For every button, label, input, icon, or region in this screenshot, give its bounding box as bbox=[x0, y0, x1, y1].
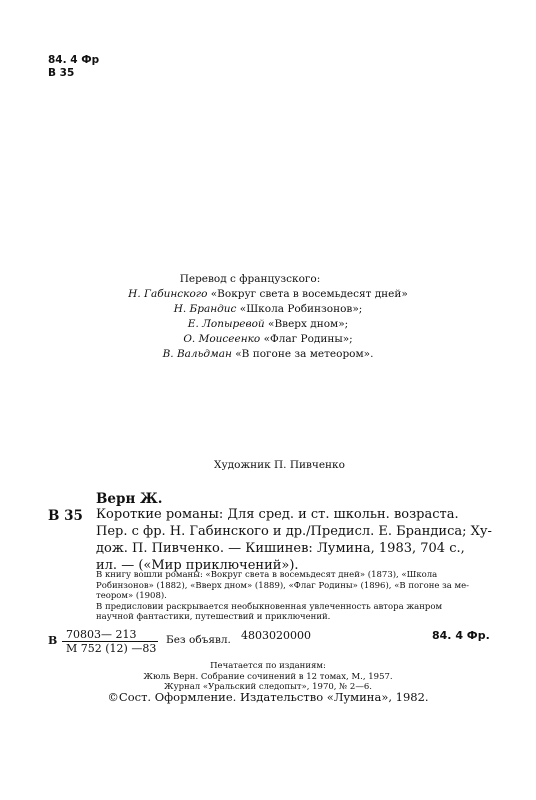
translator-name: Е. Лопыревой bbox=[187, 318, 265, 330]
printed-source: Журнал «Уральский следопыт», 1970, № 2—6. bbox=[164, 682, 372, 692]
translator-line bbox=[0, 302, 536, 317]
fraction-numerator: 70803— 213 bbox=[62, 628, 158, 642]
classification-block bbox=[48, 54, 99, 80]
description-line: дож. П. Пивченко. — Кишинев: Лумина, 1983, 704 с., bbox=[96, 541, 465, 556]
author-mark: В 35 bbox=[48, 67, 75, 79]
catalog-code: В 35 bbox=[48, 508, 83, 524]
translated-title: «Вокруг света в восемьдесят дней» bbox=[210, 288, 408, 300]
translated-title: «В погоне за метеором». bbox=[235, 348, 374, 360]
artist-credit: Художник П. Пивченко bbox=[214, 459, 345, 471]
translator-name: В. Вальдман bbox=[162, 348, 232, 360]
translated-title: «Флаг Родины»; bbox=[263, 333, 353, 345]
printed-heading: Печатается по изданиям: bbox=[210, 661, 326, 671]
annotation-line: Робинзонов» (1882), «Вверх дном» (1889), «Флаг Родины» (1896), «В погоне за ме- bbox=[96, 580, 470, 591]
annotation-line: научной фантастики, путешествий и приключений. bbox=[96, 612, 331, 622]
description-line: ил. — («Мир приключений»). bbox=[96, 558, 299, 573]
code-letter: В bbox=[48, 634, 58, 647]
description-line: Короткие романы: Для сред. и ст. школьн. возраста. bbox=[96, 507, 459, 522]
catalog-fraction bbox=[62, 628, 158, 655]
copyright-line: ©Сост. Оформление. Издательство «Лумина», 1982. bbox=[107, 690, 429, 704]
fraction-denominator: М 752 (12) —83 bbox=[66, 642, 157, 655]
translator-name: Н. Брандис bbox=[173, 303, 237, 315]
translated-title: «Школа Робинзонов»; bbox=[239, 303, 363, 315]
translator-line bbox=[0, 287, 536, 302]
shelf-code: 84. 4 Фр. bbox=[432, 629, 490, 642]
classification-code: 84. 4 Фр bbox=[48, 54, 100, 66]
annotation-line: теором» (1908). bbox=[96, 591, 167, 601]
no-announcement: Без объявл. bbox=[166, 634, 231, 646]
printed-from-block bbox=[0, 661, 536, 693]
translator-line bbox=[0, 332, 536, 347]
translator-line bbox=[0, 317, 536, 332]
translators-heading: Перевод с французского: bbox=[179, 273, 321, 285]
catalog-description bbox=[96, 506, 496, 574]
translator-name: О. Моисеенко bbox=[183, 333, 261, 345]
translated-title: «Вверх дном»; bbox=[268, 318, 349, 330]
catalog-annotation bbox=[96, 570, 496, 623]
catalog-author: Верн Ж. bbox=[96, 491, 163, 507]
printed-source: Жюль Верн. Собрание сочинений в 12 томах, М., 1957. bbox=[143, 671, 393, 682]
annotation-line: В предисловии раскрывается необыкновенная увлеченность автора жанром bbox=[96, 601, 443, 612]
description-line: Пер. с фр. Н. Габинского и др./Предисл. Е. Брандиса; Ху- bbox=[96, 524, 492, 539]
translator-line bbox=[0, 347, 536, 362]
index-number: 4803020000 bbox=[241, 629, 311, 642]
annotation-line: В книгу вошли романы: «Вокруг света в восемьдесят дней» (1873), «Школа bbox=[96, 570, 438, 580]
translator-name: Н. Габинского bbox=[128, 288, 208, 300]
translators-block bbox=[0, 272, 536, 362]
